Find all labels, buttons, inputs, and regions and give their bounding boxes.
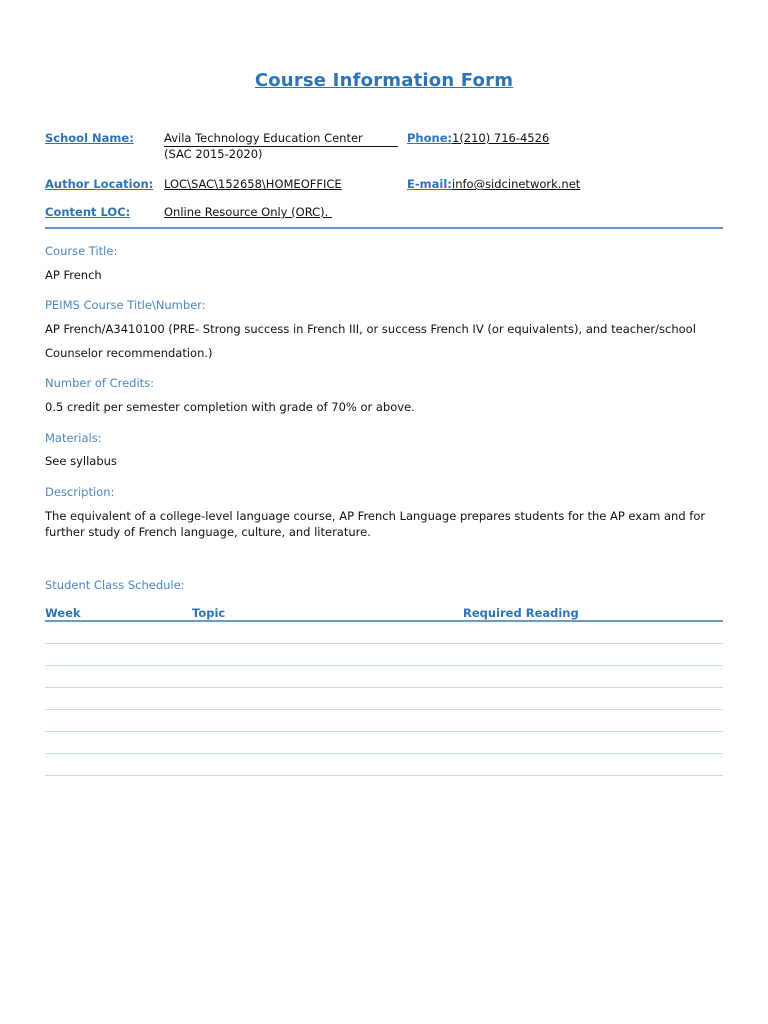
email-value[interactable]: info@sidcinetwork.net bbox=[452, 177, 581, 191]
content-loc-label: Content LOC: bbox=[45, 205, 131, 219]
schedule-row-line bbox=[45, 643, 723, 644]
phone-label: Phone: bbox=[407, 131, 453, 145]
schedule-header-reading: Required Reading bbox=[463, 606, 579, 620]
author-location-value: LOC\SAC\152658\HOMEOFFICE bbox=[164, 177, 342, 191]
author-location-label: Author Location: bbox=[45, 177, 154, 191]
peims-value-line2: Counselor recommendation.) bbox=[45, 346, 213, 360]
schedule-row-line bbox=[45, 731, 723, 732]
school-name-label: School Name: bbox=[45, 131, 134, 145]
peims-label: PEIMS Course Title\Number: bbox=[45, 298, 206, 312]
schedule-label: Student Class Schedule: bbox=[45, 578, 185, 592]
peims-value-line1: AP French/A3410100 (PRE- Strong success in French III, or success French IV (or equivalents), and teacher/school bbox=[45, 322, 696, 336]
course-title-value: AP French bbox=[45, 268, 102, 282]
schedule-row-line bbox=[45, 753, 723, 754]
description-line1: The equivalent of a college-level language course, AP French Language prepares students for the AP exam and for bbox=[45, 509, 706, 523]
school-name-text: Avila Technology Education Center bbox=[164, 131, 398, 147]
schedule-row-line bbox=[45, 775, 723, 776]
header-divider bbox=[45, 227, 723, 229]
credits-label: Number of Credits: bbox=[45, 376, 155, 390]
schedule-row-line bbox=[45, 709, 723, 710]
course-title-label: Course Title: bbox=[45, 244, 118, 258]
phone-value[interactable]: 1(210) 716-4526 bbox=[452, 131, 550, 145]
schedule-row-line bbox=[45, 687, 723, 688]
schedule-header-topic: Topic bbox=[192, 606, 226, 620]
credits-value: 0.5 credit per semester completion with grade of 70% or above. bbox=[45, 400, 415, 414]
description-line2: further study of French language, culture, and literature. bbox=[45, 525, 371, 539]
schedule-row-line bbox=[45, 665, 723, 666]
content-loc-suffix: (ORC). bbox=[287, 205, 332, 219]
content-loc-text: Online Resource Only bbox=[164, 205, 288, 219]
content-loc-value bbox=[164, 205, 332, 220]
materials-value: See syllabus bbox=[45, 454, 117, 468]
materials-label: Materials: bbox=[45, 431, 102, 445]
schedule-header-divider bbox=[45, 620, 723, 622]
page-title: Course Information Form bbox=[254, 70, 514, 91]
description-label: Description: bbox=[45, 485, 115, 499]
schedule-header-week: Week bbox=[45, 606, 81, 620]
school-name-value bbox=[164, 131, 398, 162]
school-name-subtext: (SAC 2015-2020) bbox=[164, 147, 263, 161]
email-label: E-mail: bbox=[407, 177, 452, 191]
